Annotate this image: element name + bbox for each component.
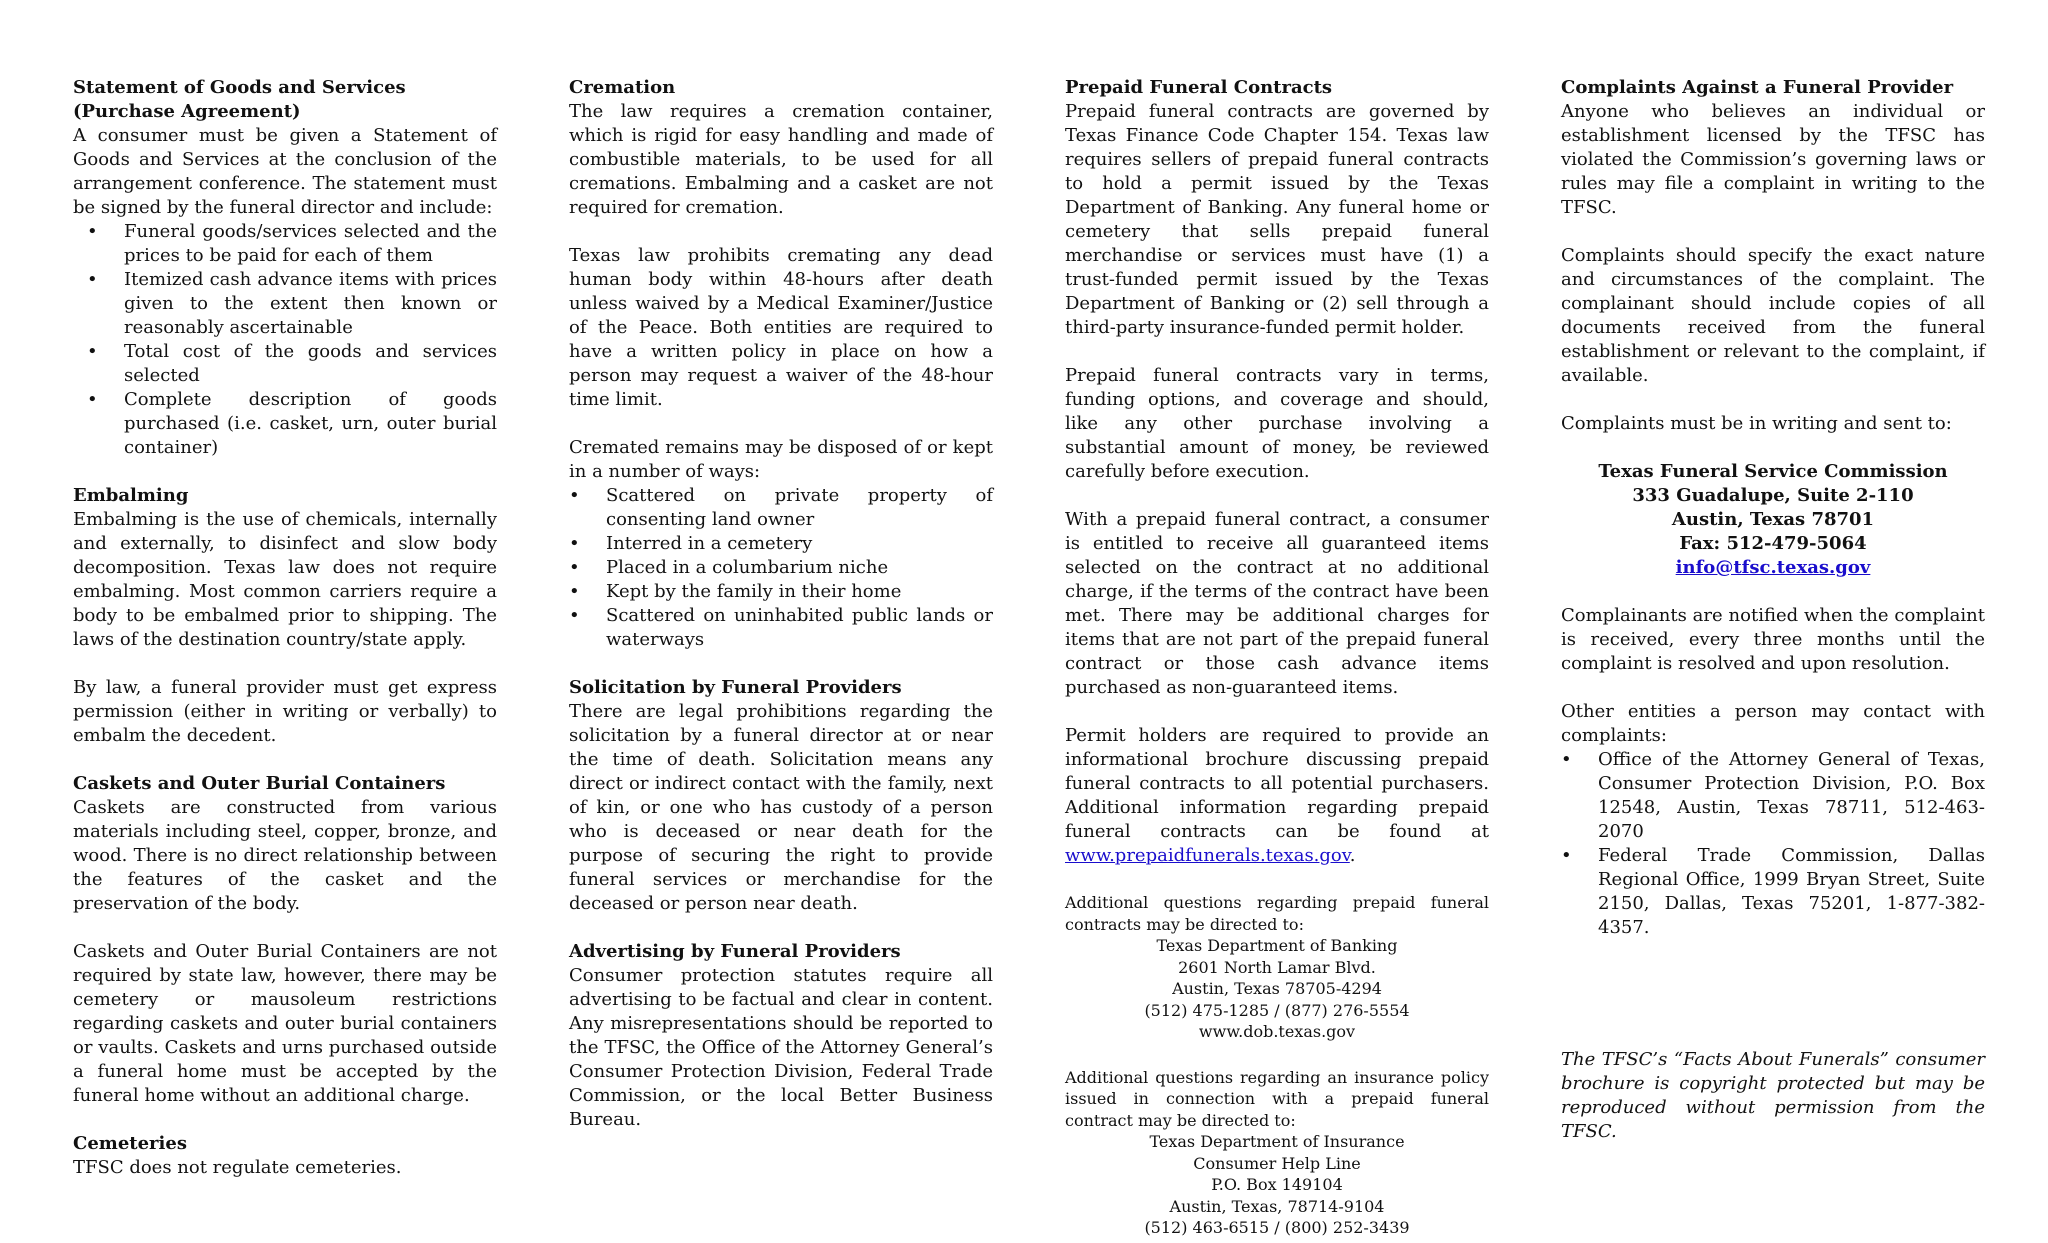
prepaid-paragraph: Prepaid funeral contracts are governed by Texas Finance Code Chapter 154. Texas law requires sellers of prepaid funeral contracts to hold a permit issued by the Texas Department of Banking. Any funeral home or cemetery that sells prepaid funeral merchandise or services must have (1) a trust-funded permit issued by the Texas Department of Banking or (2) sell through a third-party insurance-funded permit holder. — [1065, 101, 1489, 338]
tfsc-fax: Fax: 512-479-5064 — [1679, 533, 1867, 554]
column-4 — [1561, 76, 1985, 1144]
cremation-48-hour-paragraph: Texas law prohibits cremating any dead human body within 48-hours after death unless waived by a Medical Examiner/Justice of the Peace. Both entities are required to have a written policy in place on how a person may request a waiver of the 48-hour time limit. — [569, 245, 993, 410]
cremated-remains-intro: Cremated remains may be disposed of or kept in a number of ways: — [569, 437, 993, 482]
tfsc-email-row — [1561, 556, 1985, 580]
prepaid-section — [1065, 76, 1489, 868]
banking-address-line: Austin, Texas 78705-4294 — [1172, 979, 1382, 998]
advertising-section — [569, 940, 993, 1132]
tfsc-address-line: Texas Funeral Service Commission — [1598, 461, 1948, 482]
complaints-section — [1561, 76, 1985, 940]
cremation-heading: Cremation — [569, 77, 676, 98]
embalming-paragraph: Embalming is the use of chemicals, internally and externally, to disinfect and slow body decomposition. Texas law does not require embalming. Most common carriers require a body to be embalmed prior to shipping. The laws of the destination country/state apply. — [73, 509, 497, 650]
bullet-icon: • — [569, 533, 580, 554]
solicitation-text: There are legal prohibitions regarding the solicitation by a funeral director at or near the time of death. Solicitation means any direct or indirect contact with the family, next of kin, or one who has custody of a person who is deceased or near death for the purpose of securing the right to provide funeral services or merchandise for the deceased or person near death. — [569, 701, 993, 914]
cremation-paragraph: The law requires a cremation container, which is rigid for easy handling and made of combustible materials, to be used for all cremations. Embalming and a casket are not required for cremation. — [569, 101, 993, 218]
list-item: • Itemized cash advance items with prices given to the extent then known or reasonably ascertainable — [87, 269, 497, 338]
statement-section — [73, 76, 497, 460]
tfsc-email-link[interactable]: info@tfsc.texas.gov — [1675, 557, 1871, 578]
list-item: • Scattered on private property of consenting land owner — [569, 485, 993, 530]
embalming-heading: Embalming — [73, 485, 189, 506]
complaints-heading: Complaints Against a Funeral Provider — [1561, 77, 1954, 98]
insurance-address-line: Texas Department of Insurance — [1149, 1132, 1405, 1151]
complaints-notified-paragraph: Complainants are notified when the complaint is received, every three months until the complaint is resolved and upon resolution. — [1561, 605, 1985, 674]
complaints-writing-paragraph: Complaints must be in writing and sent to: — [1561, 413, 1952, 434]
prepaid-terms-paragraph: Prepaid funeral contracts vary in terms, funding options, and coverage and should, like any other purchase involving a substantial amount of money, be reviewed carefully before execution. — [1065, 365, 1489, 482]
column-2 — [569, 76, 993, 1156]
list-item: • Placed in a columbarium niche — [569, 557, 889, 578]
insurance-intro: Additional questions regarding an insurance policy issued in connection with a prepaid funeral contract may be directed to: — [1065, 1067, 1489, 1130]
column-1 — [73, 76, 497, 1204]
embalming-permission-paragraph: By law, a funeral provider must get express permission (either in writing or verbally) to embalm the decedent. — [73, 677, 497, 746]
bullet-icon: • — [1561, 845, 1572, 866]
bullet-icon: • — [87, 221, 98, 242]
cremated-remains-list — [569, 484, 993, 652]
list-item: • Interred in a cemetery — [569, 533, 813, 554]
prepaid-funerals-link[interactable]: www.prepaidfunerals.texas.gov — [1065, 845, 1350, 866]
other-entities-list — [1561, 748, 1985, 940]
bullet-icon: • — [87, 389, 98, 410]
banking-website: www.dob.texas.gov — [1198, 1022, 1356, 1041]
list-item: • Federal Trade Commission, Dallas Regional Office, 1999 Bryan Street, Suite 2150, Dallas, Texas 75201, 1-877-382-4357. — [1561, 845, 1985, 938]
bullet-icon: • — [87, 341, 98, 362]
tfsc-address-line: 333 Guadalupe, Suite 2-110 — [1632, 485, 1914, 506]
bullet-icon: • — [569, 485, 580, 506]
advertising-heading: Advertising by Funeral Providers — [569, 941, 901, 962]
caskets-heading: Caskets and Outer Burial Containers — [73, 773, 446, 794]
caskets-paragraph: Caskets are constructed from various materials including steel, copper, bronze, and wood. There is no direct relationship between the features of the casket and the preservation of the body. — [73, 797, 497, 914]
prepaid-guaranteed-paragraph: With a prepaid funeral contract, a consumer is entitled to receive all guaranteed items selected on the contract at no additional charge, if the terms of the contract have been met. There may be additional charges for items that are not part of the prepaid funeral contract or those cash advance items purchased as non-guaranteed items. — [1065, 509, 1489, 698]
caskets-section — [73, 772, 497, 1108]
insurance-address-line: Austin, Texas, 78714-9104 — [1169, 1196, 1385, 1216]
list-item: • Office of the Attorney General of Texas, Consumer Protection Division, P.O. Box 12548, Austin, Texas 78711, 512-463-2070 — [1561, 749, 1985, 842]
insurance-address-line: P.O. Box 149104 — [1211, 1175, 1343, 1194]
cemeteries-section — [73, 1132, 497, 1180]
complaints-specify-paragraph: Complaints should specify the exact nature and circumstances of the complaint. The complainant should include copies of all documents received from the funeral establishment or relevant to the complaint, if available. — [1561, 245, 1985, 386]
prepaid-brochure-paragraph: Permit holders are required to provide an informational brochure discussing prepaid funeral contracts to all potential purchasers. Additional information regarding prepaid funeral contracts can be found at www.prepaidfunerals.texas.gov. — [1065, 725, 1489, 866]
solicitation-heading: Solicitation by Funeral Providers — [569, 677, 902, 698]
copyright-notice: The TFSC’s “Facts About Funerals” consumer brochure is copyright protected but may be reproduced without permission from the TFSC. — [1561, 1049, 1985, 1142]
tfsc-address-line: Austin, Texas 78701 — [1671, 509, 1875, 530]
spacer — [1561, 580, 1985, 604]
list-item: • Total cost of the goods and services selected — [87, 341, 497, 386]
embalming-section — [73, 484, 497, 748]
caskets-requirements-paragraph: Caskets and Outer Burial Containers are not required by state law, however, there may be cemetery or mausoleum restrictions regarding caskets and outer burial containers or vaults. Caskets and urns purchased outside a funeral home must be accepted by the funeral home without an additional charge. — [73, 941, 497, 1106]
list-item: • Kept by the family in their home — [569, 581, 902, 602]
other-entities-intro: Other entities a person may contact with complaints: — [1561, 701, 1985, 746]
banking-address-line: 2601 North Lamar Blvd. — [1178, 957, 1376, 977]
banking-intro: Additional questions regarding prepaid funeral contracts may be directed to: — [1065, 893, 1489, 934]
list-item: • Complete description of goods purchased (i.e. casket, urn, outer burial container) — [87, 389, 497, 458]
insurance-phone: (512) 463-6515 / (800) 252-3439 — [1144, 1218, 1410, 1237]
cemeteries-text: TFSC does not regulate cemeteries. — [73, 1157, 402, 1178]
spacer — [1561, 964, 1985, 1048]
statement-text: A consumer must be given a Statement of Goods and Services at the conclusion of the arrangement conference. The statement must be signed by the funeral director and include: — [73, 125, 497, 218]
bullet-icon: • — [1561, 749, 1572, 770]
insurance-contact-section — [1065, 1067, 1489, 1239]
list-item: • Scattered on uninhabited public lands or waterways — [569, 605, 993, 650]
advertising-text: Consumer protection statutes require all advertising to be factual and clear in content. Any misrepresentations should be reported to the TFSC, the Office of the Attorney General’s Consumer Protection Division, Federal Trade Commission, or the local Better Business Bureau. — [569, 965, 993, 1130]
solicitation-section — [569, 676, 993, 916]
insurance-address-line: Consumer Help Line — [1193, 1153, 1361, 1173]
banking-phone: (512) 475-1285 / (877) 276-5554 — [1144, 1000, 1410, 1020]
list-item: • Funeral goods/services selected and the prices to be paid for each of them — [87, 221, 497, 266]
bullet-icon: • — [569, 605, 580, 626]
cemeteries-heading: Cemeteries — [73, 1133, 187, 1154]
prepaid-heading: Prepaid Funeral Contracts — [1065, 77, 1333, 98]
statement-list — [73, 220, 497, 460]
bullet-icon: • — [569, 557, 580, 578]
bullet-icon: • — [87, 269, 98, 290]
banking-address-line: Texas Department of Banking — [1156, 936, 1398, 955]
cremation-section — [569, 76, 993, 652]
complaints-paragraph: Anyone who believes an individual or establishment licensed by the TFSC has violated the Commission’s governing laws or rules may file a complaint in writing to the TFSC. — [1561, 101, 1985, 218]
column-3 — [1065, 76, 1489, 1239]
bullet-icon: • — [569, 581, 580, 602]
banking-contact-section — [1065, 892, 1489, 1043]
statement-heading: Statement of Goods and Services (Purchase Agreement) — [73, 77, 406, 122]
